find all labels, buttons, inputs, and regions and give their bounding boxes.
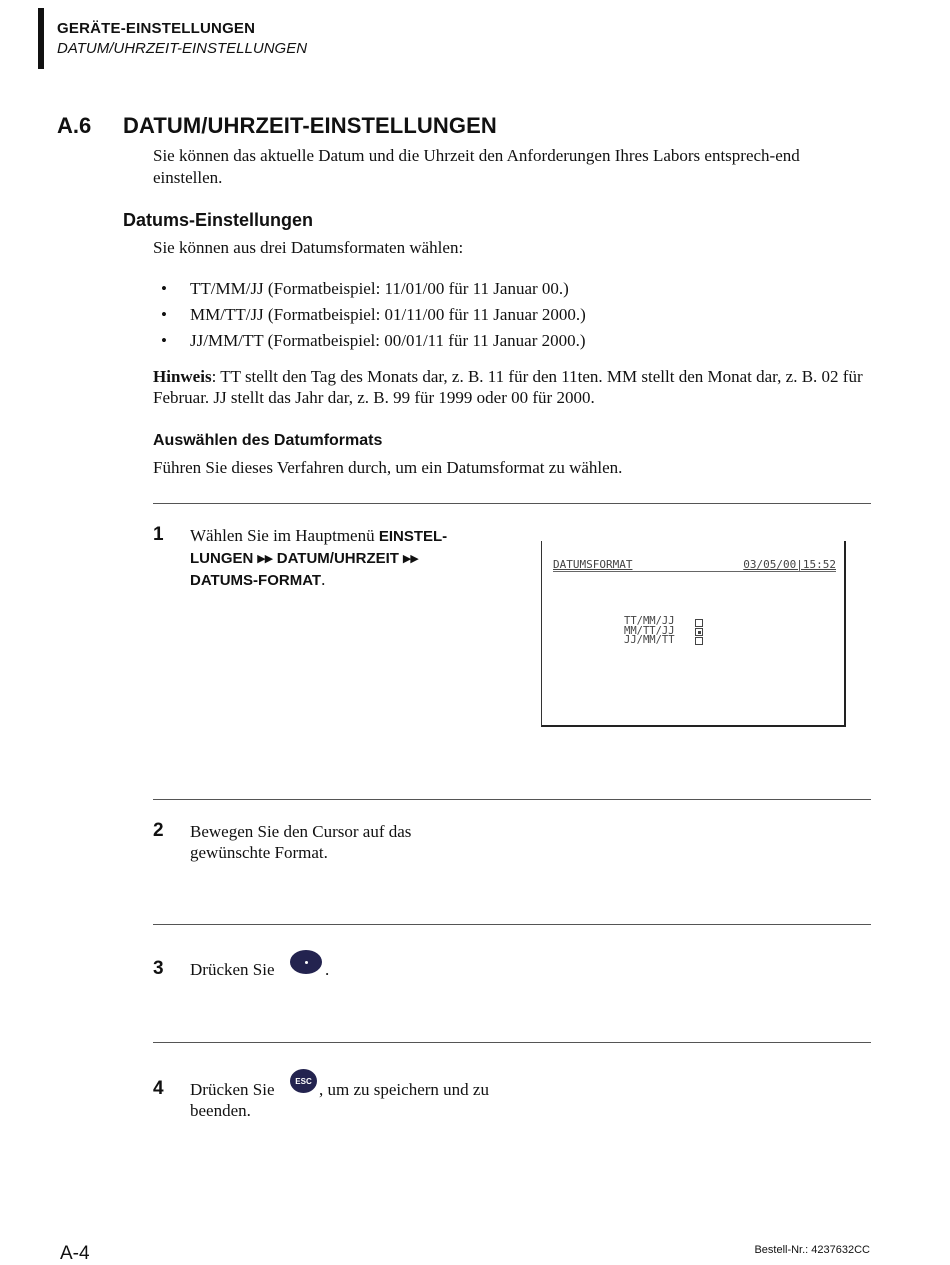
screen-option: JJ/MM/TT: [624, 634, 675, 646]
screen-datetime: 03/05/00|15:52: [743, 558, 836, 571]
divider: [153, 924, 871, 925]
note-label: Hinweis: [153, 367, 212, 386]
note: [153, 366, 868, 408]
screen-title-underline: [553, 571, 836, 572]
step-1-text: [190, 525, 490, 591]
header-bar: [38, 8, 44, 69]
note-text: : TT stellt den Tag des Monats dar, z. B. 11 für den 11ten. MM stellt den Monat dar, z. B. 02 für Februar. JJ stellt das Jahr dar, z. B. 99 für 1999 oder 00 für 2000.: [153, 367, 863, 407]
screen-option: TT/MM/JJ: [624, 615, 675, 627]
step-3-text-b: .: [325, 960, 330, 979]
step-1-text-b: .: [321, 570, 326, 589]
date-settings-title: Datums-Einstellungen: [123, 210, 314, 230]
header-subtitle: DATUM/UHRZEIT-EINSTELLUNGEN: [57, 40, 308, 57]
section-title: DATUM/UHRZEIT-EINSTELLUNGEN: [123, 113, 497, 138]
step-number: 3: [153, 958, 164, 979]
step-number: 1: [153, 524, 164, 545]
step-1-text-a: Wählen Sie im Hauptmenü: [190, 526, 379, 545]
ok-button-icon: [290, 950, 322, 974]
step-number: 4: [153, 1078, 164, 1099]
page-number: A-4: [60, 1243, 90, 1264]
menu-path-einstellungen: EINSTEL-LUNGEN: [190, 528, 448, 567]
select-format-intro: Führen Sie dieses Verfahren durch, um ein Datumsformat zu wählen.: [153, 458, 623, 477]
divider: [153, 799, 871, 800]
list-item-text: JJ/MM/TT (Formatbeispiel: 00/01/11 für 11 Januar 2000.): [190, 331, 586, 350]
menu-path-datum-uhrzeit: DATUM/UHRZEIT: [276, 550, 399, 567]
step-4-text-b-content: , um zu speichern und zu beenden.: [190, 1080, 489, 1120]
arrow-icon: ▸▸: [253, 550, 277, 567]
bullet-icon: •: [161, 331, 167, 350]
esc-button-icon: ESC: [290, 1069, 317, 1093]
option-checkbox-icon: [695, 619, 703, 627]
step-2-text: Bewegen Sie den Cursor auf das gewünschte Format.: [190, 822, 412, 862]
order-number: Bestell-Nr.: 4237632CC: [754, 1244, 870, 1256]
list-item-text: TT/MM/JJ (Formatbeispiel: 11/01/00 für 11 Januar 00.): [190, 279, 569, 298]
date-settings-intro: Sie können aus drei Datumsformaten wählen:: [153, 238, 464, 257]
list-item: [153, 328, 586, 354]
screen-option: MM/TT/JJ: [624, 624, 675, 637]
date-format-list: [153, 276, 586, 354]
list-item: [153, 276, 586, 302]
option-checkbox-icon: [695, 637, 703, 645]
bullet-icon: •: [161, 279, 167, 298]
divider: [153, 1042, 871, 1043]
section-number: A.6: [57, 113, 92, 138]
arrow-icon: ▸▸: [398, 550, 419, 567]
list-item-text: MM/TT/JJ (Formatbeispiel: 01/11/00 für 11 Januar 2000.): [190, 305, 586, 324]
step-number: 2: [153, 820, 164, 841]
select-format-title: Auswählen des Datumformats: [153, 432, 383, 449]
list-item: [153, 302, 586, 328]
menu-path-datumsformat: DATUMS-FORMAT: [190, 572, 322, 589]
step-4-text-b: [190, 1079, 510, 1121]
dot-icon: [305, 961, 308, 964]
step-3-text-a: Drücken Sie: [190, 960, 275, 979]
option-checkbox-icon: [695, 628, 703, 636]
divider: [153, 503, 871, 504]
device-screen: [541, 541, 846, 727]
header-title: GERÄTE-EINSTELLUNGEN: [57, 20, 256, 37]
step-4-text-a: Drücken Sie: [190, 1080, 275, 1099]
screen-title: DATUMSFORMAT: [553, 558, 633, 571]
bullet-icon: •: [161, 305, 167, 324]
section-intro: Sie können das aktuelle Datum und die Uhrzeit den Anforderungen Ihres Labors entsprech-end einstellen.: [153, 146, 800, 187]
